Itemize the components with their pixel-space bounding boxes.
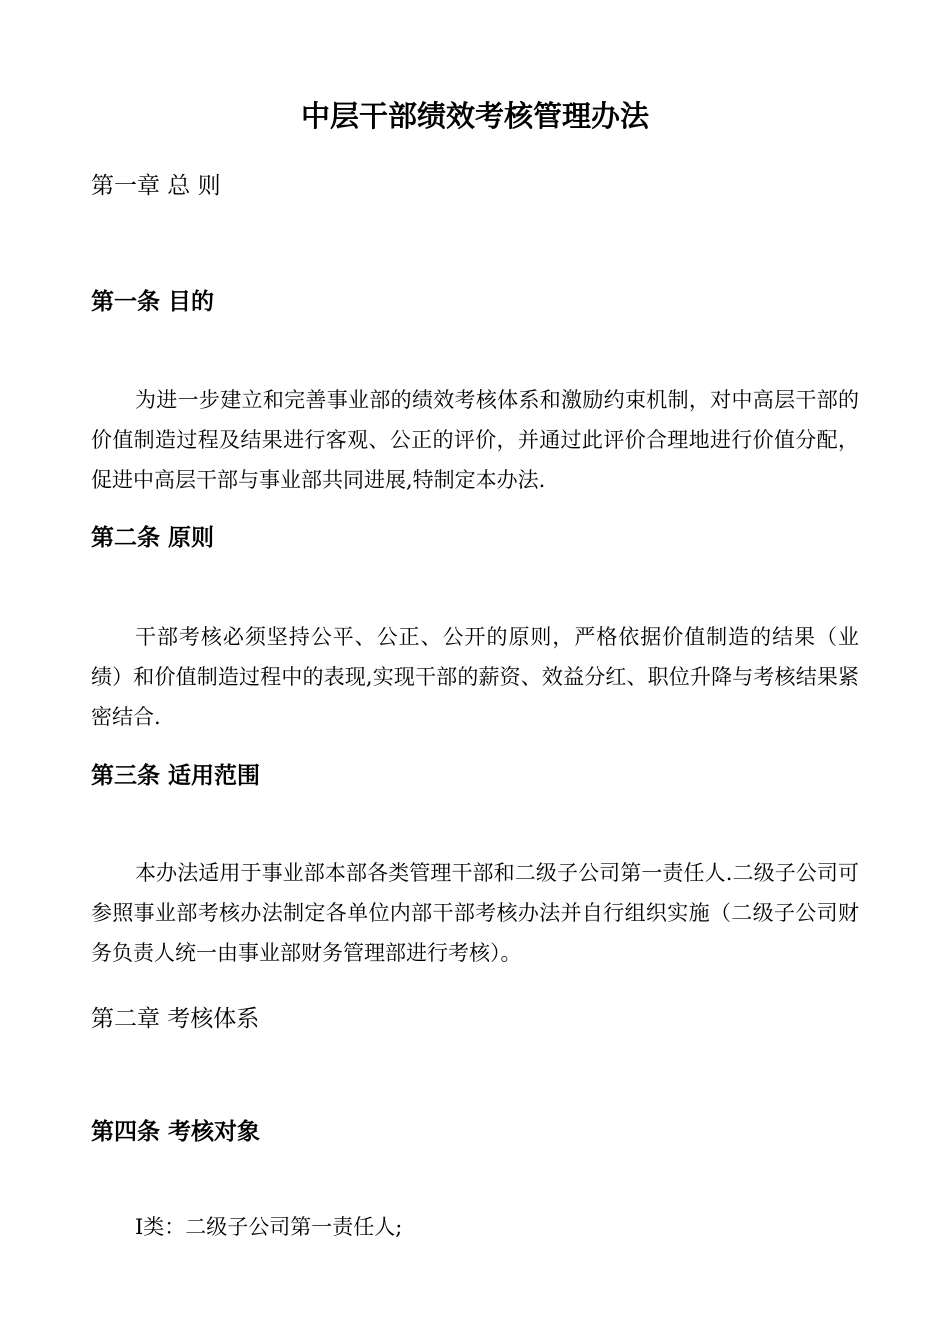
article-4-item-1: Ⅰ类：二级子公司第一责任人; bbox=[135, 1215, 403, 1239]
article-2-text: 干部考核必须坚持公平、公正、公开的原则，严格依据价值制造的结果（业绩）和价值制造过程中的表现,实现干部的薪资、效益分红、职位升降与考核结果紧密结合. bbox=[91, 625, 859, 729]
article-3-text: 本办法适用于事业部本部各类管理干部和二级子公司第一责任人.二级子公司可参照事业部考核办法制定各单位内部干部考核办法并自行组织实施（二级子公司财务负责人统一由事业部财务管理部进行考核）。 bbox=[91, 861, 859, 965]
chapter-2-heading: 第二章 考核体系 bbox=[91, 1006, 260, 1032]
article-3-heading: 第三条 适用范围 bbox=[91, 763, 261, 789]
chapter-1-heading: 第一章 总 则 bbox=[91, 173, 221, 199]
article-1-heading: 第一条 目的 bbox=[91, 289, 215, 315]
document-title: 中层干部绩效考核管理办法 bbox=[300, 99, 649, 133]
article-1-text: 为进一步建立和完善事业部的绩效考核体系和激励约束机制，对中高层干部的价值制造过程及结果进行客观、公正的评价，并通过此评价合理地进行价值分配，促进中高层干部与事业部共同进展,特制定本办法. bbox=[91, 388, 859, 492]
article-4-heading: 第四条 考核对象 bbox=[91, 1119, 261, 1145]
article-2-heading: 第二条 原则 bbox=[91, 525, 215, 551]
